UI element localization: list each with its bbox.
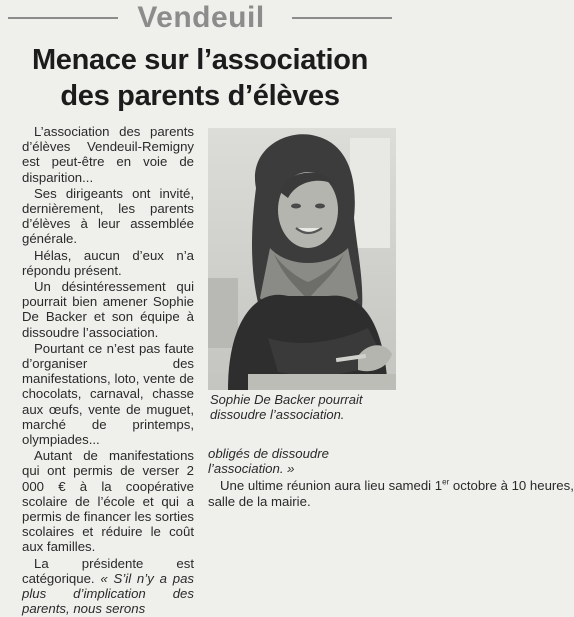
section-kicker [106,2,296,34]
meeting-time-text: octobre à 10 heures, [452,478,574,494]
section-title: Vendeuil [137,1,265,34]
ordinal-suffix: er [442,478,450,488]
article-column-left [22,124,194,617]
paragraph-1: L’association des parents d’élèves Vendeuil-Remigny est peut-être en voie de disparition... [22,124,194,185]
paragraph-8 [208,478,574,509]
paragraph-7 [22,556,194,617]
paragraph-4: Un désintéressement qui pourrait bien amener Sophie De Backer et son équipe à dissoudre l’association. [22,279,194,340]
meeting-place-text: salle de la mairie. [208,493,311,509]
president-quote: « S’il n’y a pas plus d’implication des parents, nous serons [22,570,194,617]
headline-line-2: des parents d’élèves [60,80,340,112]
paragraph-3: Hélas, aucun d’eux n’a répondu présent. [22,247,194,278]
paragraph-2: Ses dirigeants ont invité, dernièrement, les parents d’élèves à leur assemblée générale. [22,185,194,247]
meeting-date-text: Une ultime réunion aura lieu samedi 1 [220,478,443,494]
paragraph-7-lead: La présidente est catégorique. [22,555,194,586]
photo-caption: Sophie De Backer pourrait dissoudre l’association. [210,392,363,422]
headline [0,42,400,114]
portrait-photo [208,128,396,390]
section-rule-right [292,17,392,19]
portrait-image [208,128,396,390]
section-rule-left [8,17,118,19]
quote-continued: obligés de dissoudre l’association. » [208,446,329,477]
headline-line-1: Menace sur l’association [31,44,369,76]
paragraph-5: Pourtant ce n’est pas faute d’organiser des manifestations, loto, vente de chocolats, carnaval, chasse aux œufs, vente de muguet, marché de printemps, olympiades... [22,340,194,448]
paragraph-6: Autant de manifestations qui ont permis de verser 2 000 € à la coopérative scolaire de l’école et qui a permis de financer les sorties scolaires et réduire le coût aux familles. [22,448,194,555]
article-column-right [208,446,574,509]
